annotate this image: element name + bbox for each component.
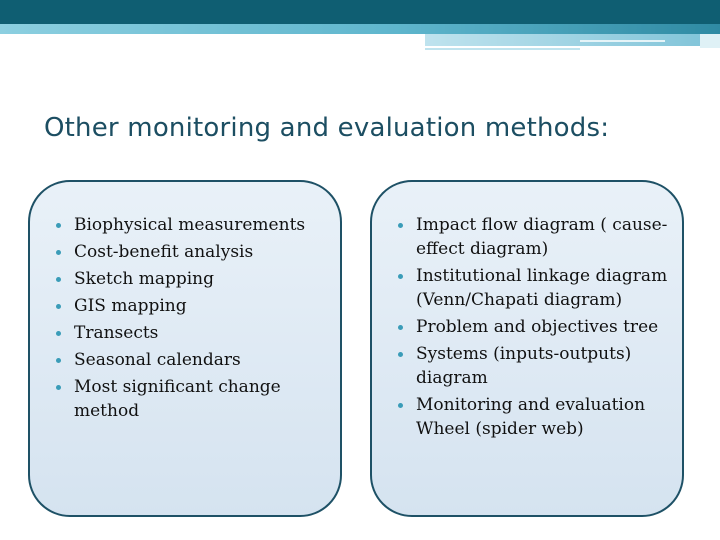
bullet-icon [56, 223, 61, 228]
bullet-icon [56, 277, 61, 282]
list-item-text: Seasonal calendars [74, 350, 241, 370]
list-item [396, 264, 668, 312]
left-methods-list [54, 213, 326, 426]
list-item-text: Transects [74, 323, 159, 343]
bullet-icon [56, 304, 61, 309]
list-item-text: Cost-benefit analysis [74, 242, 254, 262]
bullet-icon [398, 352, 403, 357]
list-item [54, 240, 326, 264]
list-item [54, 294, 326, 318]
header-accent-bar [425, 34, 720, 46]
list-item [54, 321, 326, 345]
header-accent-line-secondary [580, 40, 665, 42]
list-item-text: Most significant change method [74, 377, 281, 421]
header-accent-line [425, 48, 580, 50]
list-item [54, 348, 326, 372]
list-item-text: GIS mapping [74, 296, 187, 316]
bullet-icon [56, 250, 61, 255]
list-item-text: Sketch mapping [74, 269, 215, 289]
list-item [54, 213, 326, 237]
list-item-text: Systems (inputs-outputs) diagram [416, 344, 632, 388]
list-item [396, 393, 668, 441]
list-item-text: Biophysical measurements [74, 215, 306, 235]
header-band-light [0, 24, 720, 34]
list-item [54, 267, 326, 291]
bullet-icon [398, 403, 403, 408]
list-item [54, 375, 326, 423]
list-item-text: Monitoring and evaluation Wheel (spider web) [416, 395, 646, 439]
bullet-icon [56, 358, 61, 363]
bullet-icon [56, 385, 61, 390]
bullet-icon [56, 331, 61, 336]
list-item [396, 342, 668, 390]
right-methods-list [396, 213, 668, 444]
header-accent-end [700, 34, 720, 48]
list-item-text: Impact flow diagram ( cause-effect diagram) [416, 215, 668, 259]
right-methods-panel [370, 180, 684, 517]
list-item [396, 213, 668, 261]
bullet-icon [398, 223, 403, 228]
left-methods-panel [28, 180, 342, 517]
list-item-text: Institutional linkage diagram (Venn/Chapati diagram) [416, 266, 668, 310]
list-item [396, 315, 668, 339]
bullet-icon [398, 325, 403, 330]
slide-title: Other monitoring and evaluation methods: [44, 113, 610, 143]
list-item-text: Problem and objectives tree [416, 317, 659, 337]
header-band [0, 0, 720, 24]
bullet-icon [398, 274, 403, 279]
